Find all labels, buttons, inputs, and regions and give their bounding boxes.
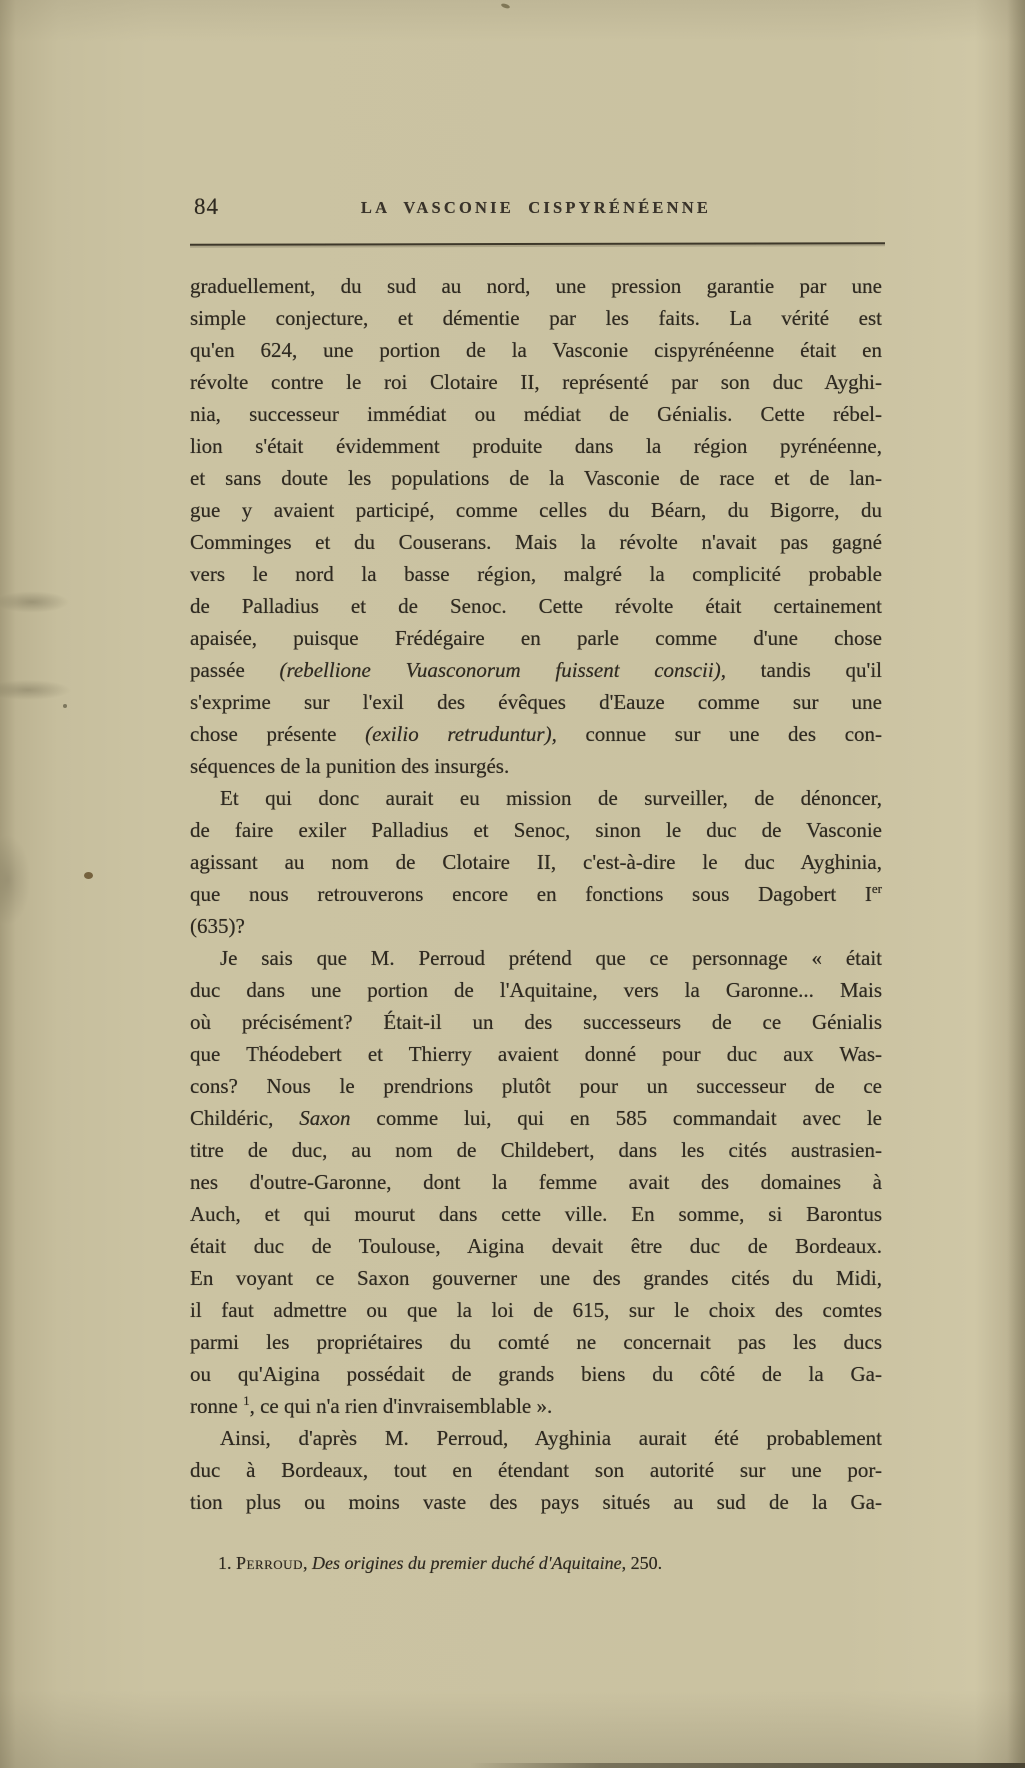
ink-stain xyxy=(84,872,93,879)
text-line: Auch, et qui mourut dans cette ville. En somme, si Barontus xyxy=(190,1202,882,1226)
text-line: de Palladius et de Senoc. Cette révolte était certainement xyxy=(190,594,882,618)
text-line: chose présente (exilio retruduntur), connue sur une des con- xyxy=(190,722,883,746)
text-line: apaisée, puisque Frédégaire en parle comme d'une chose xyxy=(190,626,882,650)
text-line: qu'en 624, une portion de la Vasconie cispyrénéenne était en xyxy=(190,338,882,362)
text-line: simple conjecture, et démentie par les faits. La vérité est xyxy=(190,306,882,330)
text-line: graduellement, du sud au nord, une pression garantie par une xyxy=(190,274,882,298)
page-header xyxy=(190,194,882,226)
text-line: Et qui donc aurait eu mission de surveiller, de dénoncer, xyxy=(220,786,882,810)
footnote: 1. Perroud, Des origines du premier duché d'Aquitaine, 250. xyxy=(218,1553,663,1573)
text-line: nia, successeur immédiat ou médiat de Génialis. Cette rébel- xyxy=(190,402,882,426)
text-line: Childéric, Saxon comme lui, qui en 585 commandait avec le xyxy=(190,1106,882,1130)
text-line: tion plus ou moins vaste des pays situés au sud de la Ga- xyxy=(190,1490,882,1514)
text-line: nes d'outre-Garonne, dont la femme avait des domaines à xyxy=(190,1170,882,1194)
text-line: était duc de Toulouse, Aigina devait être duc de Bordeaux. xyxy=(190,1234,882,1258)
text-line: duc à Bordeaux, tout en étendant son autorité sur une por- xyxy=(190,1458,882,1482)
text-line: Comminges et du Couserans. Mais la révolte n'avait pas gagné xyxy=(190,530,882,554)
text-line: Ainsi, d'après M. Perroud, Ayghinia aurait été probablement xyxy=(220,1426,882,1450)
page-number: 84 xyxy=(194,194,219,219)
text-line: où précisément? Était-il un des successeurs de ce Génialis xyxy=(190,1010,882,1034)
text-line: révolte contre le roi Clotaire II, représenté par son duc Ayghi- xyxy=(190,370,882,394)
text-line: que nous retrouverons encore en fonctions sous Dagobert Ier xyxy=(190,881,882,906)
ink-speck xyxy=(63,704,67,708)
header-rule xyxy=(190,242,885,245)
text-line: de faire exiler Palladius et Senoc, sinon le duc de Vasconie xyxy=(190,818,882,842)
text-line: passée (rebellione Vuasconorum fuissent conscii), tandis qu'il xyxy=(190,658,882,682)
page-edge-shade xyxy=(1007,0,1025,1768)
text-line: gue y avaient participé, comme celles du Béarn, du Bigorre, du xyxy=(190,498,882,522)
text-line: ronne $^1$, ce qui n'a rien d'invraisemblable ». xyxy=(190,1393,553,1418)
text-line: vers le nord la basse région, malgré la complicité probable xyxy=(190,562,882,586)
text-line: lion s'était évidemment produite dans la région pyrénéenne, xyxy=(190,434,882,458)
body-text xyxy=(190,270,882,1518)
text-line: En voyant ce Saxon gouverner une des grandes cités du Midi, xyxy=(190,1266,882,1290)
running-title: LA VASCONIE CISPYRÉNÉENNE xyxy=(360,198,712,217)
ink-speck xyxy=(501,3,511,10)
text-line: duc dans une portion de l'Aquitaine, vers la Garonne... Mais xyxy=(190,978,882,1002)
text-line: titre de duc, au nom de Childebert, dans les cités austrasien- xyxy=(190,1138,882,1162)
text-line: séquences de la punition des insurgés. xyxy=(190,754,510,778)
text-line: et sans doute les populations de la Vasconie de race et de lan- xyxy=(190,466,882,490)
text-line: cons? Nous le prendrions plutôt pour un successeur de ce xyxy=(190,1074,882,1098)
text-line: que Théodebert et Thierry avaient donné pour duc aux Was- xyxy=(190,1042,882,1066)
page-edge-shadow xyxy=(470,1763,1025,1768)
text-line: agissant au nom de Clotaire II, c'est-à-dire le duc Ayghinia, xyxy=(190,850,882,874)
text-line: (635)? xyxy=(190,914,245,938)
text-line: s'exprime sur l'exil des évêques d'Eauze comme sur une xyxy=(190,690,882,714)
text-line: il faut admettre ou que la loi de 615, sur le choix des comtes xyxy=(190,1298,882,1322)
text-line: ou qu'Aigina possédait de grands biens du côté de la Ga- xyxy=(190,1362,882,1386)
text-line: Je sais que M. Perroud prétend que ce personnage « était xyxy=(220,946,882,970)
text-line: parmi les propriétaires du comté ne concernait pas les ducs xyxy=(190,1330,882,1354)
